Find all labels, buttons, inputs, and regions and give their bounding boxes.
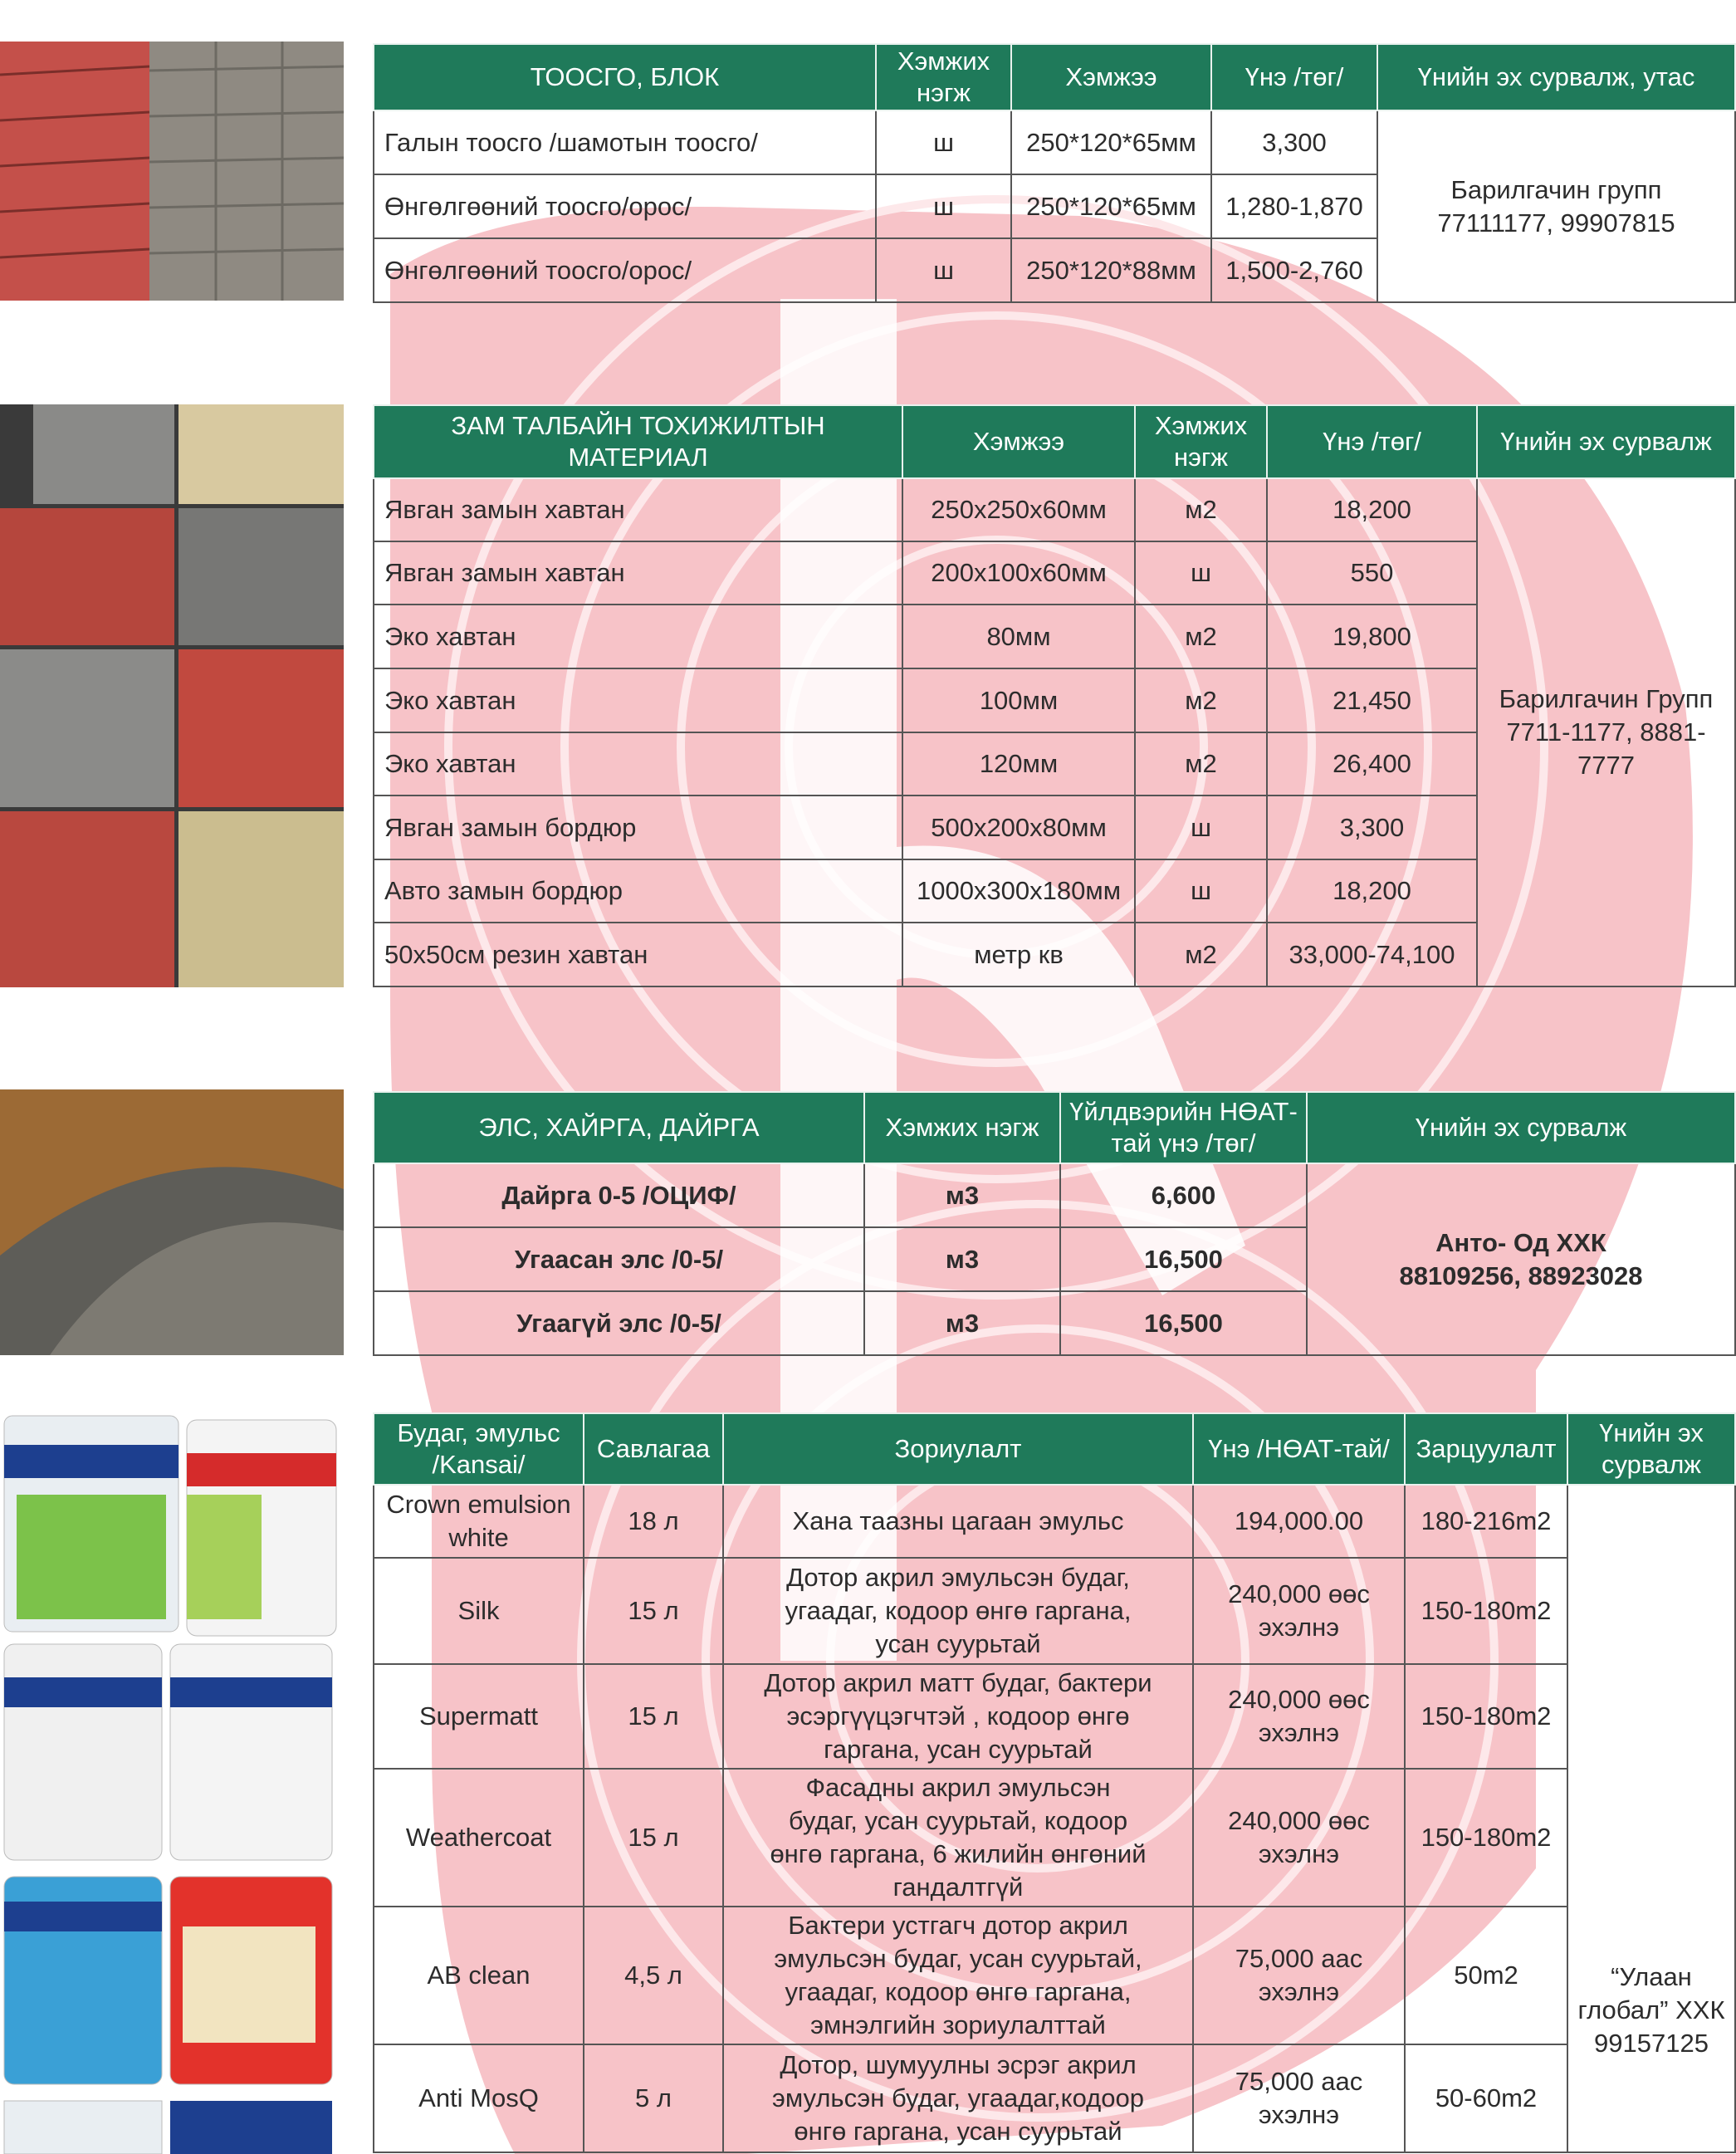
paint-cell: 15 л	[584, 1664, 723, 1769]
sand-cell: 16,500	[1060, 1291, 1307, 1355]
paint-cell: Дотор акрил эмульсэн будаг, угаадаг, кодоор өнгө гаргана, усан суурьтай	[723, 1558, 1193, 1664]
bricks-header-name: ТООСГО, БЛОК	[374, 44, 876, 110]
paving-cell: ш	[1135, 859, 1267, 923]
paving-cell: 250х250х60мм	[902, 478, 1135, 541]
sand-table	[373, 1091, 1736, 1356]
paint-header-package: Савлагаа	[584, 1413, 723, 1485]
sand-header-unit: Хэмжих нэгж	[864, 1092, 1060, 1163]
bricks-header-source: Үнийн эх сурвалж, утас	[1377, 44, 1735, 110]
paving-cell: 120мм	[902, 732, 1135, 796]
paving-cell: 80мм	[902, 605, 1135, 668]
paint-source: “Улаан глобал” ХХК 99157125	[1567, 1485, 1735, 2152]
paint-cell: 150-180m2	[1405, 1664, 1567, 1769]
paving-cell: Явган замын хавтан	[374, 541, 902, 605]
paving-cell: 100мм	[902, 668, 1135, 732]
paint-cell: 5 л	[584, 2044, 723, 2152]
bricks-header-size: Хэмжээ	[1011, 44, 1211, 110]
paving-cell: 50х50см резин хавтан	[374, 923, 902, 986]
paving-photo	[0, 404, 344, 987]
bricks-cell: 250*120*65мм	[1011, 110, 1211, 174]
bricks-cell: ш	[876, 174, 1011, 238]
paint-header-name: Будаг, эмульс /Kansai/	[374, 1413, 584, 1485]
paint-cell: Фасадны акрил эмульсэн будаг, усан суурьтай, кодоор өнгө гаргана, 6 жилийн өнгөний гандалтгүй	[723, 1769, 1193, 1907]
paint-cell: 150-180m2	[1405, 1558, 1567, 1664]
sand-cell: Угаагүй элс /0-5/	[374, 1291, 864, 1355]
paving-cell: Эко хавтан	[374, 668, 902, 732]
paint-header-purpose: Зориулалт	[723, 1413, 1193, 1485]
paving-cell: м2	[1135, 732, 1267, 796]
sand-cell: 6,600	[1060, 1163, 1307, 1227]
paint-table	[373, 1412, 1736, 2153]
sand-cell: 16,500	[1060, 1227, 1307, 1291]
bricks-cell: 250*120*88мм	[1011, 238, 1211, 302]
paint-cell: 240,000 өөс эхэлнэ	[1193, 1664, 1405, 1769]
sand-header-price: Үйлдвэрийн НӨАТ- тай үнэ /төг/	[1060, 1092, 1307, 1163]
paint-cell: 240,000 өөс эхэлнэ	[1193, 1558, 1405, 1664]
paint-cell: Anti MosQ	[374, 2044, 584, 2152]
paving-cell: 3,300	[1267, 796, 1477, 859]
bricks-header-price: Үнэ /төг/	[1211, 44, 1377, 110]
bricks-cell: 1,500-2,760	[1211, 238, 1377, 302]
paint-cell: 180-216m2	[1405, 1485, 1567, 1558]
paving-cell: 550	[1267, 541, 1477, 605]
paving-cell: 1000х300х180мм	[902, 859, 1135, 923]
paint-header-coverage: Зарцуулалт	[1405, 1413, 1567, 1485]
paint-cell: 15 л	[584, 1558, 723, 1664]
paint-cell: 240,000 өөс эхэлнэ	[1193, 1769, 1405, 1907]
paint-cell: AB clean	[374, 1907, 584, 2044]
paint-cell: Хана таазны цагаан эмульс	[723, 1485, 1193, 1558]
paint-cell: Weathercoat	[374, 1769, 584, 1907]
bricks-cell: Өнгөлгөөний тоосго/орос/	[374, 174, 876, 238]
paving-header-price: Үнэ /төг/	[1267, 405, 1477, 478]
bricks-header-unit: Хэмжих нэгж	[876, 44, 1011, 110]
paving-cell: м2	[1135, 668, 1267, 732]
paving-cell: м2	[1135, 923, 1267, 986]
sand-header-name: ЭЛС, ХАЙРГА, ДАЙРГА	[374, 1092, 864, 1163]
paving-source: Барилгачин Групп 7711-1177, 8881- 7777	[1477, 478, 1735, 986]
bricks-cell: 250*120*65мм	[1011, 174, 1211, 238]
paint-cell: 75,000 аас эхэлнэ	[1193, 1907, 1405, 2044]
paint-cell: Дотор акрил матт будаг, бактери эсэргүүцэгчтэй , кодоор өнгө гаргана, усан суурьтай	[723, 1664, 1193, 1769]
paving-cell: 33,000-74,100	[1267, 923, 1477, 986]
paving-cell: Эко хавтан	[374, 732, 902, 796]
bricks-cell: 1,280-1,870	[1211, 174, 1377, 238]
paving-table	[373, 404, 1736, 987]
sand-header-source: Үнийн эх сурвалж	[1307, 1092, 1735, 1163]
paint-cell: 50m2	[1405, 1907, 1567, 2044]
paint-cell: 18 л	[584, 1485, 723, 1558]
bricks-cell: ш	[876, 110, 1011, 174]
paint-cell: 194,000.00	[1193, 1485, 1405, 1558]
sand-cell: Угаасан элс /0-5/	[374, 1227, 864, 1291]
bricks-cell: 3,300	[1211, 110, 1377, 174]
paving-header-size: Хэмжээ	[902, 405, 1135, 478]
paving-cell: Явган замын бордюр	[374, 796, 902, 859]
sand-cell: м3	[864, 1163, 1060, 1227]
paint-cell: Бактери устгагч дотор акрил эмульсэн будаг, усан суурьтай, угаадаг, кодоор өнгө гаргана, эмнэлгийн зориулалттай	[723, 1907, 1193, 2044]
paving-header-unit: Хэмжих нэгж	[1135, 405, 1267, 478]
paving-header-source: Үнийн эх сурвалж	[1477, 405, 1735, 478]
bricks-cell: Өнгөлгөөний тоосго/орос/	[374, 238, 876, 302]
paint-cell: 75,000 аас эхэлнэ	[1193, 2044, 1405, 2152]
bricks-source: Барилгачин групп 77111177, 99907815	[1377, 110, 1735, 302]
paving-cell: 200х100х60мм	[902, 541, 1135, 605]
paint-cell: 15 л	[584, 1769, 723, 1907]
sand-cell: м3	[864, 1227, 1060, 1291]
paint-header-source: Үнийн эх сурвалж	[1567, 1413, 1735, 1485]
bricks-cell: Галын тоосго /шамотын тоосго/	[374, 110, 876, 174]
paving-cell: 21,450	[1267, 668, 1477, 732]
sand-cell: Дайрга 0-5 /ОЦИФ/	[374, 1163, 864, 1227]
paving-cell: 19,800	[1267, 605, 1477, 668]
paving-cell: Эко хавтан	[374, 605, 902, 668]
paint-buckets-photo	[0, 1412, 344, 2154]
paint-header-price: Үнэ /НӨАТ-тай/	[1193, 1413, 1405, 1485]
paint-cell: Supermatt	[374, 1664, 584, 1769]
paving-cell: м2	[1135, 605, 1267, 668]
paving-cell: 26,400	[1267, 732, 1477, 796]
sand-cell: м3	[864, 1291, 1060, 1355]
paving-cell: 18,200	[1267, 478, 1477, 541]
paint-cell: 4,5 л	[584, 1907, 723, 2044]
brick-photo	[0, 42, 344, 301]
paving-cell: Явган замын хавтан	[374, 478, 902, 541]
paint-cell: Crown emulsion white	[374, 1485, 584, 1558]
paving-cell: м2	[1135, 478, 1267, 541]
paving-cell: ш	[1135, 541, 1267, 605]
paving-cell: Авто замын бордюр	[374, 859, 902, 923]
paving-cell: ш	[1135, 796, 1267, 859]
paint-cell: 150-180m2	[1405, 1769, 1567, 1907]
paving-cell: метр кв	[902, 923, 1135, 986]
paving-header-name: ЗАМ ТАЛБАЙН ТОХИЖИЛТЫН МАТЕРИАЛ	[374, 405, 902, 478]
sand-source: Анто- Од ХХК 88109256, 88923028	[1307, 1163, 1735, 1355]
paint-cell: 50-60m2	[1405, 2044, 1567, 2152]
paint-cell: Дотор, шумуулны эсрэг акрил эмульсэн будаг, угаадаг,кодоор өнгө гаргана, усан суурьтай	[723, 2044, 1193, 2152]
bricks-cell: ш	[876, 238, 1011, 302]
gravel-photo	[0, 1089, 344, 1355]
paint-cell: Silk	[374, 1558, 584, 1664]
paving-cell: 500х200х80мм	[902, 796, 1135, 859]
bricks-table	[373, 43, 1736, 303]
paving-cell: 18,200	[1267, 859, 1477, 923]
